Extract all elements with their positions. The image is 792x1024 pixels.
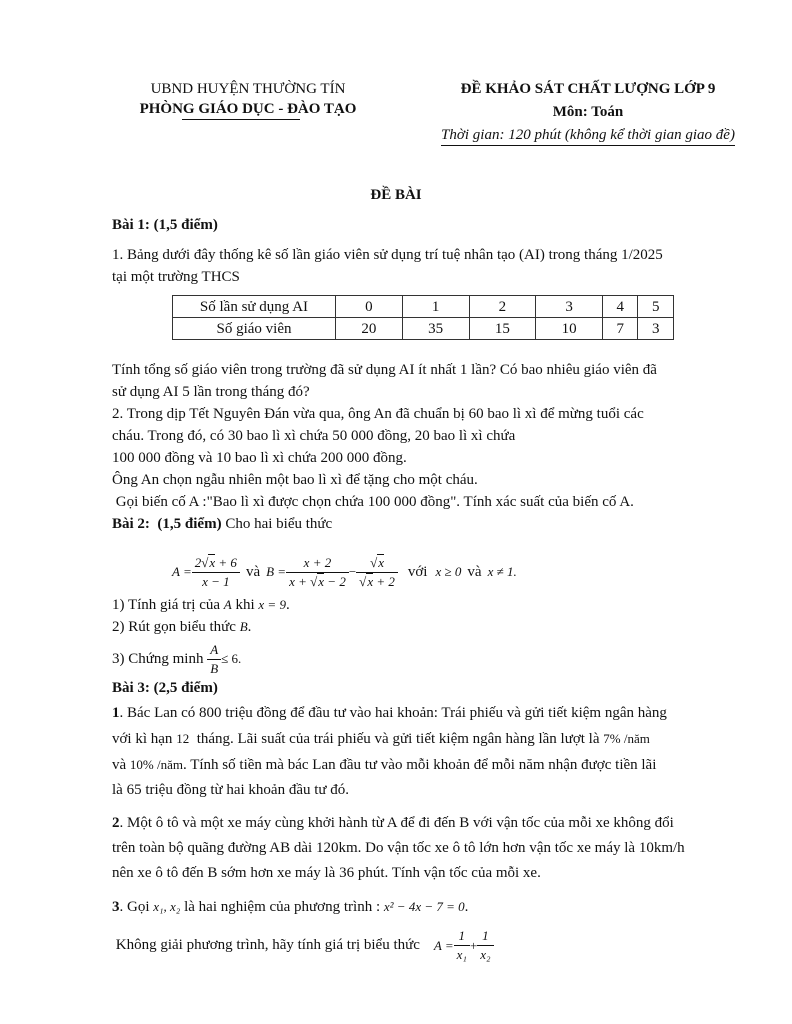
bai1-ask-line2: sử dụng AI 5 lần trong tháng đó? <box>112 384 310 400</box>
bai3-p3-eq: x² − 4x − 7 = 0 <box>383 899 465 914</box>
bai3-p3-f2-den: x₂ <box>480 946 491 962</box>
department-name-text: PHÒNG GIÁO DỤC - ĐÀO TẠO <box>139 101 357 117</box>
bai2-q3-rest: ≤ 6. <box>221 651 242 666</box>
bai3-p3-num: 3 <box>112 899 120 915</box>
bai3-p1-line3 <box>112 752 782 778</box>
bai3-p1-line4: là 65 triệu đồng từ hai khoản đầu tư đó. <box>112 782 350 798</box>
bai1-ask-line1: Tính tổng số giáo viên trong trường đã sử dụng AI ít nhất 1 lần? Có bao nhiêu giáo viên đã <box>112 362 657 378</box>
table-cell: 5 <box>638 296 674 318</box>
bai3-p1-term: 12 <box>176 731 190 746</box>
bai2-q3-den: B <box>210 660 219 676</box>
duration: Thời gian: 120 phút (không kể thời gian giao đề) <box>441 125 735 146</box>
table-header-cell: Số giáo viên <box>173 318 336 340</box>
bai2-q3 <box>112 638 772 680</box>
cond-word: với <box>407 564 428 580</box>
expr-b-f2-num-rad: x <box>378 554 384 570</box>
and-word: và <box>245 564 261 580</box>
bai2-q2 <box>112 616 772 638</box>
bai2-q3-num: A <box>207 641 221 660</box>
bai1-q2-line2: cháu. Trong đó, có 30 bao lì xì chứa 50 000 đồng, 20 bao lì xì chứa <box>112 428 516 444</box>
bai3-p3-line2-text: Không giải phương trình, hãy tính giá trị biểu thức <box>112 936 420 953</box>
bai1-q2-line3: 100 000 đồng và 10 bao lì xì chứa 200 000 đồng. <box>112 450 407 466</box>
bai2-q3-fraction <box>207 641 221 678</box>
bai3-p2-line3: nên xe ô tô đến B sớm hơn xe máy là 36 phút. Tính vận tốc của mỗi xe. <box>112 865 541 881</box>
expr-a-den: x − 1 <box>202 573 230 589</box>
bai3-p1-rate1: 7% /năm <box>603 731 650 746</box>
bai2-intro: Cho hai biểu thức <box>221 516 333 532</box>
table-cell: 20 <box>336 318 403 340</box>
bai3-p2-line1 <box>112 811 782 836</box>
bai3-heading: Bài 3: (2,5 điểm) <box>112 680 218 696</box>
page-title: ĐỀ BÀI <box>370 187 422 203</box>
bai2-q1-a: 1) Tính giá trị của <box>112 597 221 613</box>
bai1-q2-line5: Gọi biến cố A :"Bao lì xì được chọn chứa 100 000 đồng". Tính xác suất của biến cố A. <box>112 494 634 510</box>
table-cell: 10 <box>536 318 603 340</box>
bai1-q2-line4: Ông An chọn ngẫu nhiên một bao lì xì để tặng cho một cháu. <box>112 472 478 488</box>
bai1-section <box>112 214 772 288</box>
bai2-q1-val: x = 9 <box>258 597 286 612</box>
table-cell: 3 <box>536 296 603 318</box>
table-row <box>173 296 674 318</box>
bai1-q1-line2: tại một trường THCS <box>112 269 240 285</box>
bai2-questions <box>112 594 772 680</box>
bai3-p3-f1-num: 1 <box>454 927 470 946</box>
expr-b-fraction1: $\frac{x + 2}{x + √x - 2}$ <box>286 554 349 591</box>
bai3-p1-rate2: 10% /năm <box>129 757 183 772</box>
bai3-p3-b: là hai nghiệm của phương trình : <box>180 899 384 915</box>
bai3-p3-expr-label: A = <box>433 937 454 953</box>
table-cell: 35 <box>402 318 469 340</box>
expr-b-f1-den-b: − 2 <box>324 573 346 589</box>
bai1-q1-line1: 1. Bảng dưới đây thống kê số lần giáo viên sử dụng trí tuệ nhân tạo (AI) trong tháng 1/2025 <box>112 247 663 263</box>
bai3-p1-line3a: và <box>112 757 130 773</box>
bai3-p3-roots: x₁, x₂ <box>153 899 181 914</box>
table-cell: 0 <box>336 296 403 318</box>
table-cell: 7 <box>603 318 638 340</box>
bai2-q1-end: . <box>285 597 290 613</box>
bai2-q3-a: 3) Chứng minh <box>112 651 204 667</box>
department-name <box>118 99 378 119</box>
bai3-p3-line2 <box>112 922 782 968</box>
bai2-expressions <box>172 549 517 595</box>
bai2-q1 <box>112 594 772 616</box>
bai3-p3-a: . Gọi <box>119 899 154 915</box>
table-cell: 1 <box>402 296 469 318</box>
header-left <box>118 79 378 119</box>
subject: Môn: Toán <box>552 104 624 120</box>
table-header-cell: Số lần sử dụng AI <box>173 296 336 318</box>
bai3-p3-plus: + <box>469 937 478 953</box>
bai3-p1-line1-text: . Bác Lan có 800 triệu đồng để đầu tư vào hai khoản: Trái phiếu và gửi tiết kiệm ngân hàng <box>119 705 667 721</box>
bai3-p3-f2-num: 1 <box>477 927 493 946</box>
table-cell: 2 <box>469 296 536 318</box>
bai1-q2-line1: 2. Trong dịp Tết Nguyên Đán vừa qua, ông An đã chuẩn bị 60 bao lì xì để mừng tuổi các <box>112 406 644 422</box>
expr-a-coef: 2 <box>194 554 202 570</box>
bai2-q1-var: A <box>223 597 232 612</box>
cond1: x ≥ 0 <box>435 564 462 579</box>
ai-usage-table <box>172 295 674 340</box>
bai3-p2-line2: trên toàn bộ quãng đường AB dài 120km. Do vận tốc xe ô tô lớn hơn vận tốc xe máy là 10km/h <box>112 840 685 856</box>
expr-b-f1-num: x + 2 <box>286 554 349 573</box>
bai3-p1-line2b: tháng. Lãi suất của trái phiếu và gửi tiết kiệm ngân hàng lần lượt là <box>189 731 604 747</box>
bai2-q2-end: . <box>247 619 252 635</box>
expr-b-f2-den-rest: + 2 <box>373 573 395 589</box>
expr-b-f1-den-a: x + <box>289 573 311 589</box>
bai1-heading: Bài 1: (1,5 điểm) <box>112 217 218 233</box>
expr-b-f1-den-rad: x <box>318 573 325 589</box>
bai2-heading: Bài 2: (1,5 điểm) <box>112 516 222 532</box>
table-row <box>173 318 674 340</box>
bai3-p1-line2 <box>112 726 782 752</box>
bai3-p3-line1 <box>112 894 782 920</box>
bai3-p3-f2 <box>477 927 493 964</box>
bai2-heading-line <box>112 513 782 535</box>
bai3-p2-line1-text: . Một ô tô và một xe máy cùng khởi hành từ A để đi đến B với vận tốc của mỗi xe không đổi <box>119 815 674 831</box>
bai1-rest <box>112 359 782 535</box>
bai3-p1-line2a: với kì hạn <box>112 731 177 747</box>
minus-sign: − <box>348 564 357 579</box>
bai2-q2-var: B <box>239 619 248 634</box>
expr-b-f2-den-rad: x <box>367 573 374 589</box>
bai2-q1-b: khi <box>235 597 255 613</box>
table-cell: 15 <box>469 318 536 340</box>
bai3-p3-end: . <box>464 899 469 915</box>
expr-a-fraction: $\frac{2√x + 6}{x - 1}$ <box>192 554 240 591</box>
bai3-p3-f1 <box>454 927 470 964</box>
agency-name: UBND HUYỆN THƯỜNG TÍN <box>150 81 346 97</box>
bai2-q2-a: 2) Rút gọn biểu thức <box>112 619 236 635</box>
bai3-section <box>112 676 782 968</box>
bai3-p1-num: 1 <box>112 705 120 721</box>
expr-a-rad: x <box>209 554 216 570</box>
bai3-p1-line3b: . Tính số tiền mà bác Lan đầu tư vào mỗi khoản để mỗi năm nhận được tiền lãi <box>183 757 657 773</box>
bai3-p2-num: 2 <box>112 815 120 831</box>
table-cell: 3 <box>638 318 674 340</box>
bai3-p3-f1-den: x₁ <box>456 946 467 962</box>
exam-title: ĐỀ KHẢO SÁT CHẤT LƯỢNG LỚP 9 <box>460 81 716 97</box>
cond2: x ≠ 1. <box>487 564 517 579</box>
bai3-p1-line1 <box>112 701 782 726</box>
expr-a-rest: + 6 <box>215 554 237 570</box>
expr-b-fraction2: $\frac{√x}{√x + 2}$ <box>356 554 398 591</box>
header-right <box>410 79 766 146</box>
expr-b-label: B = <box>266 564 287 579</box>
header-underline <box>182 119 300 120</box>
table-cell: 4 <box>603 296 638 318</box>
cond-and: và <box>467 564 482 580</box>
expr-a-label: A = <box>172 564 192 579</box>
